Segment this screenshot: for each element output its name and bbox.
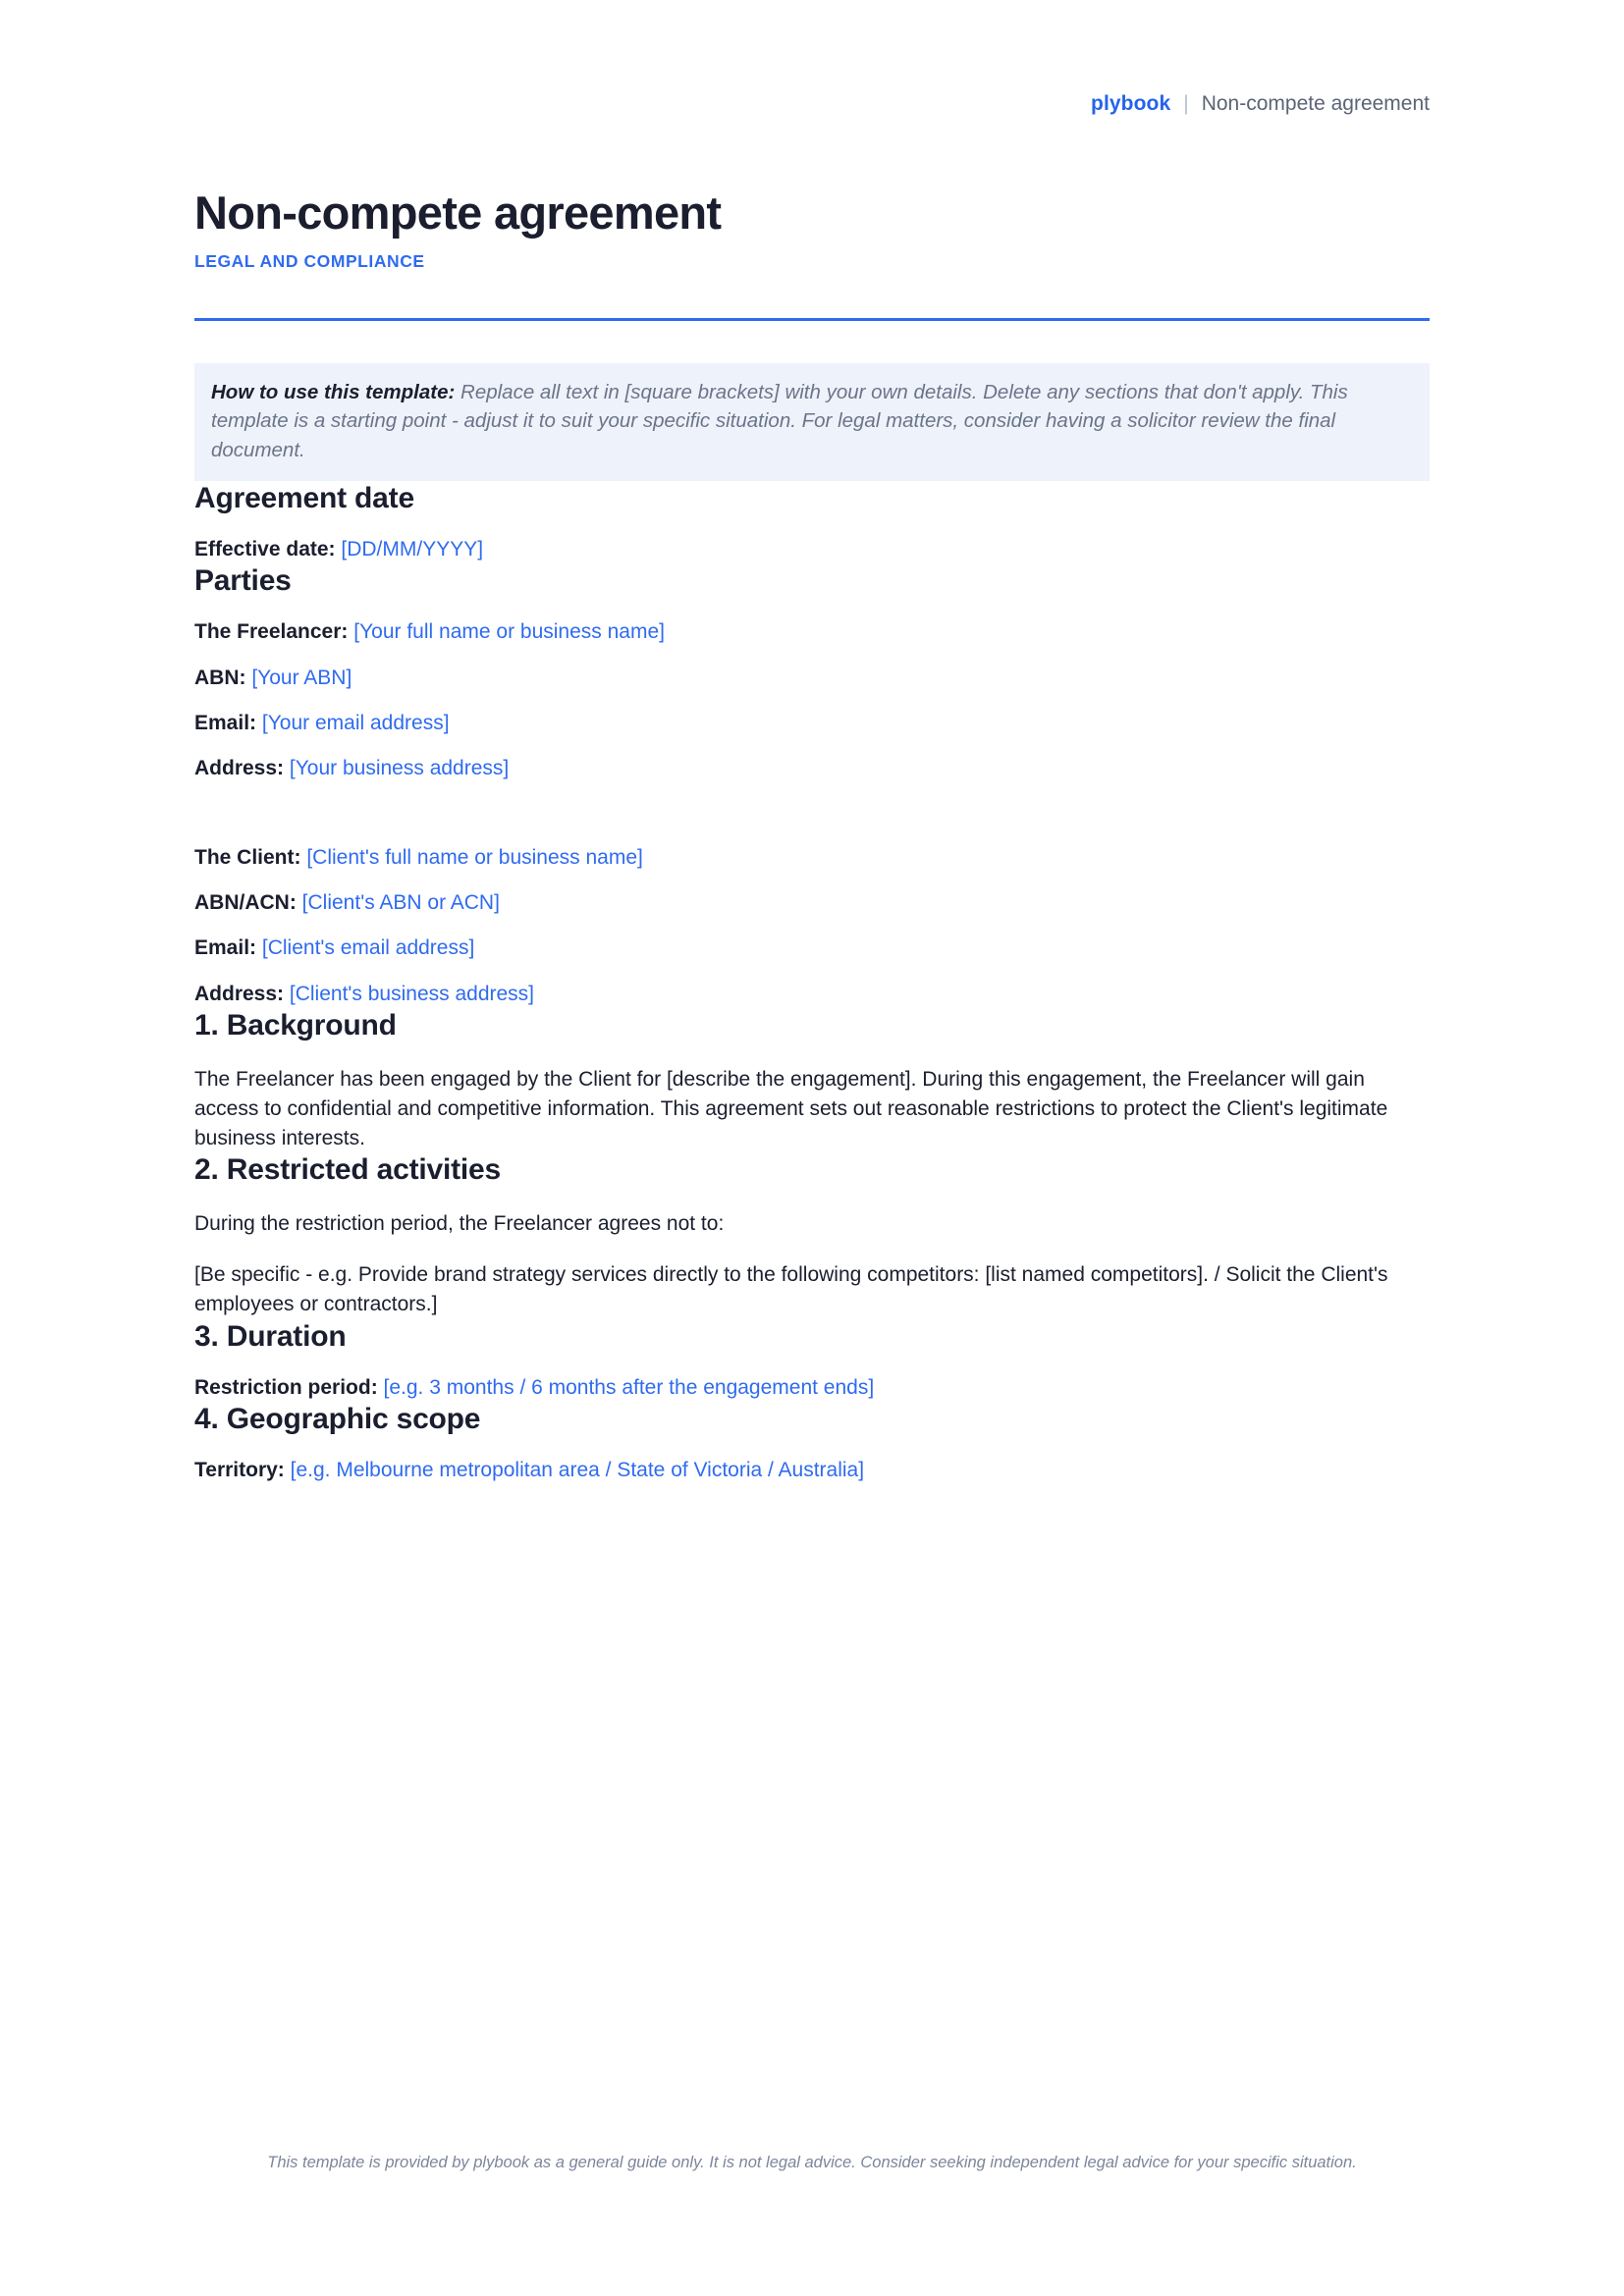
how-to-use-callout bbox=[194, 363, 1430, 481]
field-value-placeholder[interactable]: [Your full name or business name] bbox=[353, 620, 665, 644]
field-label: The Client: bbox=[194, 845, 301, 869]
field-label: ABN: bbox=[194, 666, 246, 689]
field-value-placeholder[interactable]: [Client's email address] bbox=[261, 936, 475, 960]
callout-lead-in: How to use this template: bbox=[211, 380, 456, 403]
field-row-freelancer-name bbox=[194, 618, 1430, 646]
field-row-freelancer-abn bbox=[194, 665, 1430, 692]
field-label: The Freelancer: bbox=[194, 620, 349, 644]
section-heading-background: 1. Background bbox=[194, 1009, 397, 1041]
paragraph-restricted-placeholder[interactable]: [Be specific - e.g. Provide brand strategy services directly to the following competitors: [list named competitors]. / Solicit the Client's employees or contractors.] bbox=[194, 1263, 1388, 1316]
field-row-territory bbox=[194, 1457, 1430, 1484]
field-value-placeholder[interactable]: [e.g. Melbourne metropolitan area / State of Victoria / Australia] bbox=[290, 1459, 865, 1482]
callout-body-text: Replace all text in [square brackets] with your own details. Delete any sections that don't apply. This template is a starting point - adjust it to suit your specific situation. For legal matters, consider having a solicitor review the final document. bbox=[211, 380, 1348, 462]
header-separator: | bbox=[1183, 92, 1189, 115]
section-heading-duration: 3. Duration bbox=[194, 1319, 347, 1353]
field-label: Address: bbox=[194, 757, 285, 780]
section-heading-agreement-date: Agreement date bbox=[194, 481, 414, 514]
field-label: Email: bbox=[194, 936, 257, 960]
field-row-freelancer-email bbox=[194, 710, 1430, 737]
section-heading-parties: Parties bbox=[194, 564, 292, 598]
field-label: Restriction period: bbox=[194, 1375, 378, 1399]
field-row-freelancer-address bbox=[194, 755, 1430, 782]
field-row-restriction-period bbox=[194, 1374, 1430, 1402]
title-divider bbox=[194, 318, 1430, 321]
field-value-placeholder[interactable]: [Client's ABN or ACN] bbox=[301, 890, 500, 914]
page-title: Non-compete agreement bbox=[194, 187, 722, 239]
field-row-effective-date bbox=[194, 536, 1430, 563]
brand-logo[interactable]: plybook bbox=[1091, 92, 1171, 115]
party-block-spacer bbox=[194, 783, 1430, 827]
field-label: ABN/ACN: bbox=[194, 890, 297, 914]
section-heading-geographic-scope: 4. Geographic scope bbox=[194, 1403, 481, 1436]
field-value-placeholder[interactable]: [Client's business address] bbox=[289, 982, 535, 1005]
field-value-placeholder[interactable]: [Your ABN] bbox=[251, 666, 352, 689]
document-category-label: LEGAL AND COMPLIANCE bbox=[194, 250, 425, 271]
field-value-placeholder[interactable]: [DD/MM/YYYY] bbox=[341, 537, 484, 561]
field-row-client-address bbox=[194, 981, 1430, 1008]
field-row-client-name bbox=[194, 844, 1430, 872]
document-header bbox=[194, 0, 1430, 116]
field-label: Effective date: bbox=[194, 537, 336, 561]
field-row-client-email bbox=[194, 934, 1430, 962]
field-label: Email: bbox=[194, 711, 257, 734]
field-value-placeholder[interactable]: [Your business address] bbox=[289, 757, 510, 780]
field-value-placeholder[interactable]: [e.g. 3 months / 6 months after the engagement ends] bbox=[383, 1375, 875, 1399]
document-content bbox=[194, 0, 1430, 1485]
field-label: Address: bbox=[194, 982, 285, 1005]
field-row-client-abn-acn bbox=[194, 889, 1430, 917]
section-heading-restricted-activities: 2. Restricted activities bbox=[194, 1153, 502, 1187]
field-label: Territory: bbox=[194, 1459, 285, 1482]
header-document-name: Non-compete agreement bbox=[1201, 92, 1430, 115]
title-block bbox=[194, 188, 1430, 272]
field-value-placeholder[interactable]: [Your email address] bbox=[261, 711, 450, 734]
paragraph-background: The Freelancer has been engaged by the Client for [describe the engagement]. During this engagement, the Freelancer will gain access to confidential and competitive information. This agreement sets out reasonable restrictions to protect the Client's legitimate business interests. bbox=[194, 1068, 1388, 1149]
field-value-placeholder[interactable]: [Client's full name or business name] bbox=[306, 845, 643, 869]
document-footer: This template is provided by plybook as a general guide only. It is not legal advice. Consider seeking independent legal advice for your specific situation. bbox=[267, 2154, 1357, 2171]
paragraph-restricted-intro: During the restriction period, the Freelancer agrees not to: bbox=[194, 1212, 725, 1236]
